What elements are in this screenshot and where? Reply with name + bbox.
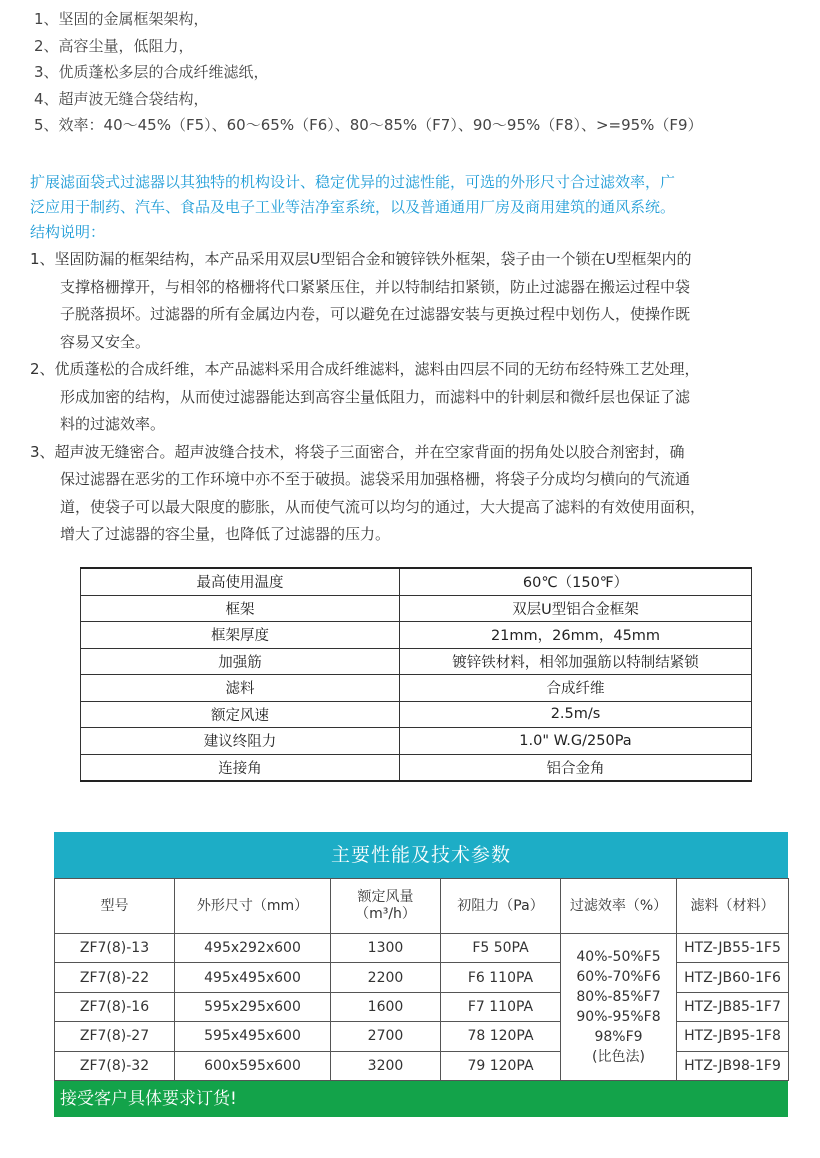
size-cell: 595x495x600 — [175, 1022, 331, 1051]
intro-paragraph — [30, 170, 800, 245]
spec-value: 镀锌铁材料，相邻加强筋以特制结紧锁 — [400, 648, 752, 675]
spec-value: 双层U型铝合金框架 — [400, 595, 752, 622]
media-cell: HTZ-JB95-1F8 — [677, 1022, 789, 1051]
spec-value: 1.0" W.G/250Pa — [400, 728, 752, 755]
airflow-header-unit: （m³/h） — [355, 906, 416, 922]
table-row — [81, 675, 752, 702]
efficiency-line: 60%-70%F6 — [576, 968, 661, 985]
media-cell: HTZ-JB55-1F5 — [677, 934, 789, 963]
col-header-resistance: 初阻力（Pa） — [441, 879, 561, 934]
size-cell: 595x295x600 — [175, 992, 331, 1021]
feature-item: 2、高容尘量，低阻力， — [34, 36, 194, 55]
size-cell: 495x292x600 — [175, 934, 331, 963]
airflow-cell: 2700 — [331, 1022, 441, 1051]
resistance-cell: 78 120PA — [441, 1022, 561, 1051]
table-row — [81, 622, 752, 649]
structure-description — [30, 246, 805, 549]
feature-item: 5、效率：40～45%（F5）、60～65%（F6）、80～85%（F7）、90～95%（F8）、>=95%（F9） — [34, 116, 703, 134]
col-header-airflow — [331, 879, 441, 934]
spec-value: 60℃（150℉） — [400, 568, 752, 595]
airflow-cell: 1600 — [331, 992, 441, 1021]
table-row — [81, 595, 752, 622]
table-row — [81, 754, 752, 781]
col-header-model: 型号 — [55, 879, 175, 934]
model-cell: ZF7(8)-13 — [55, 934, 175, 963]
resistance-cell: F7 110PA — [441, 992, 561, 1021]
structure-line: 2、优质蓬松的合成纤维，本产品滤料采用合成纤维滤料，滤料由四层不同的无纺布经特殊工艺处理， — [30, 360, 700, 378]
feature-list — [34, 6, 804, 139]
spec-key: 最高使用温度 — [81, 568, 400, 595]
col-header-efficiency: 过滤效率（%） — [561, 879, 677, 934]
order-note-banner: 接受客户具体要求订货! — [54, 1081, 788, 1117]
structure-line: 3、超声波无缝密合。超声波缝合技术，将袋子三面密合，并在空家背面的拐角处以胶合剂密封，确 — [30, 442, 685, 461]
structure-line: 容易又安全。 — [60, 332, 151, 351]
structure-section — [30, 246, 805, 356]
airflow-cell: 2200 — [331, 963, 441, 992]
spec-value: 21mm，26mm，45mm — [400, 622, 752, 649]
structure-line: 道，使袋子可以最大限度的膨胀，从而使气流可以均匀的通过，大大提高了滤料的有效使用面积， — [60, 497, 706, 516]
spec-key: 框架 — [81, 595, 400, 622]
intro-line: 泛应用于制药、汽车、食品及电子工业等洁净室系统，以及普通通用厂房及商用建筑的通风系统。 — [30, 198, 676, 216]
table-row — [55, 992, 789, 1021]
table-row — [81, 568, 752, 595]
resistance-cell: F6 110PA — [441, 963, 561, 992]
airflow-cell: 1300 — [331, 934, 441, 963]
model-cell: ZF7(8)-16 — [55, 992, 175, 1021]
resistance-cell: 79 120PA — [441, 1051, 561, 1080]
efficiency-line: 40%-50%F5 — [576, 948, 661, 965]
spec-value: 2.5m/s — [400, 701, 752, 728]
feature-item: 3、优质蓬松多层的合成纤维滤纸， — [34, 63, 269, 81]
performance-title: 主要性能及技术参数 — [54, 832, 788, 878]
structure-line: 1、坚固防漏的框架结构，本产品采用双层U型铝合金和镀锌铁外框架，袋子由一个锁在U型框架内的 — [30, 250, 692, 268]
spec-key: 额定风速 — [81, 701, 400, 728]
spec-key: 建议终阻力 — [81, 728, 400, 755]
spec-key: 连接角 — [81, 754, 400, 781]
efficiency-line: 98%F9 — [594, 1028, 643, 1045]
spec-key: 滤料 — [81, 675, 400, 702]
structure-section — [30, 439, 805, 549]
efficiency-cell — [561, 934, 677, 1081]
table-row — [55, 1022, 789, 1051]
size-cell: 600x595x600 — [175, 1051, 331, 1080]
model-cell: ZF7(8)-27 — [55, 1022, 175, 1051]
structure-line: 支撑格栅撑开，与相邻的格栅将代口紧紧压住，并以特制结扣紧锁，防止过滤器在搬运过程中袋 — [60, 277, 691, 296]
structure-line: 保过滤器在恶劣的工作环境中亦不至于破损。滤袋采用加强格栅，将袋子分成均匀横向的气流通 — [60, 470, 691, 488]
media-cell: HTZ-JB98-1F9 — [677, 1051, 789, 1080]
structure-line: 形成加密的结构，从而使过滤器能达到高容尘量低阻力，而滤料中的针刺层和微纤层也保证了滤 — [60, 387, 691, 406]
airflow-header-line: 额定风量 — [357, 889, 414, 905]
media-cell: HTZ-JB60-1F6 — [677, 963, 789, 992]
model-cell: ZF7(8)-22 — [55, 963, 175, 992]
col-header-media: 滤料（材料） — [677, 879, 789, 934]
spec-value: 合成纤维 — [400, 675, 752, 702]
model-cell: ZF7(8)-32 — [55, 1051, 175, 1080]
structure-line: 增大了过滤器的容尘量，也降低了过滤器的压力。 — [60, 525, 391, 543]
table-header-row — [55, 879, 789, 934]
spec-value: 铝合金角 — [400, 754, 752, 781]
efficiency-line: 90%-95%F8 — [576, 1008, 661, 1025]
airflow-cell: 3200 — [331, 1051, 441, 1080]
media-cell: HTZ-JB85-1F7 — [677, 992, 789, 1021]
structure-heading: 结构说明： — [30, 223, 106, 241]
spec-key: 加强筋 — [81, 648, 400, 675]
spec-key: 框架厚度 — [81, 622, 400, 649]
spec-table — [80, 567, 752, 782]
size-cell: 495x495x600 — [175, 963, 331, 992]
table-row — [81, 701, 752, 728]
structure-line: 料的过滤效率。 — [60, 415, 166, 433]
efficiency-line: (比色法) — [592, 1048, 645, 1065]
table-row — [55, 934, 789, 963]
resistance-cell: F5 50PA — [441, 934, 561, 963]
table-row — [55, 963, 789, 992]
table-row — [55, 1051, 789, 1080]
table-row — [81, 728, 752, 755]
intro-line: 扩展滤面袋式过滤器以其独特的机构设计、稳定优异的过滤性能，可选的外形尺寸合过滤效率，广 — [30, 173, 676, 191]
structure-section — [30, 356, 805, 439]
feature-item: 4、超声波无缝合袋结构， — [34, 89, 209, 108]
table-row — [81, 648, 752, 675]
performance-table — [54, 878, 789, 1081]
col-header-size: 外形尺寸（mm） — [175, 879, 331, 934]
structure-line: 子脱落损坏。过滤器的所有金属边内卷，可以避免在过滤器安装与更换过程中划伤人，使操作既 — [60, 305, 691, 323]
feature-item: 1、坚固的金属框架架构， — [34, 10, 209, 28]
efficiency-line: 80%-85%F7 — [576, 988, 661, 1005]
performance-block — [54, 832, 788, 1117]
